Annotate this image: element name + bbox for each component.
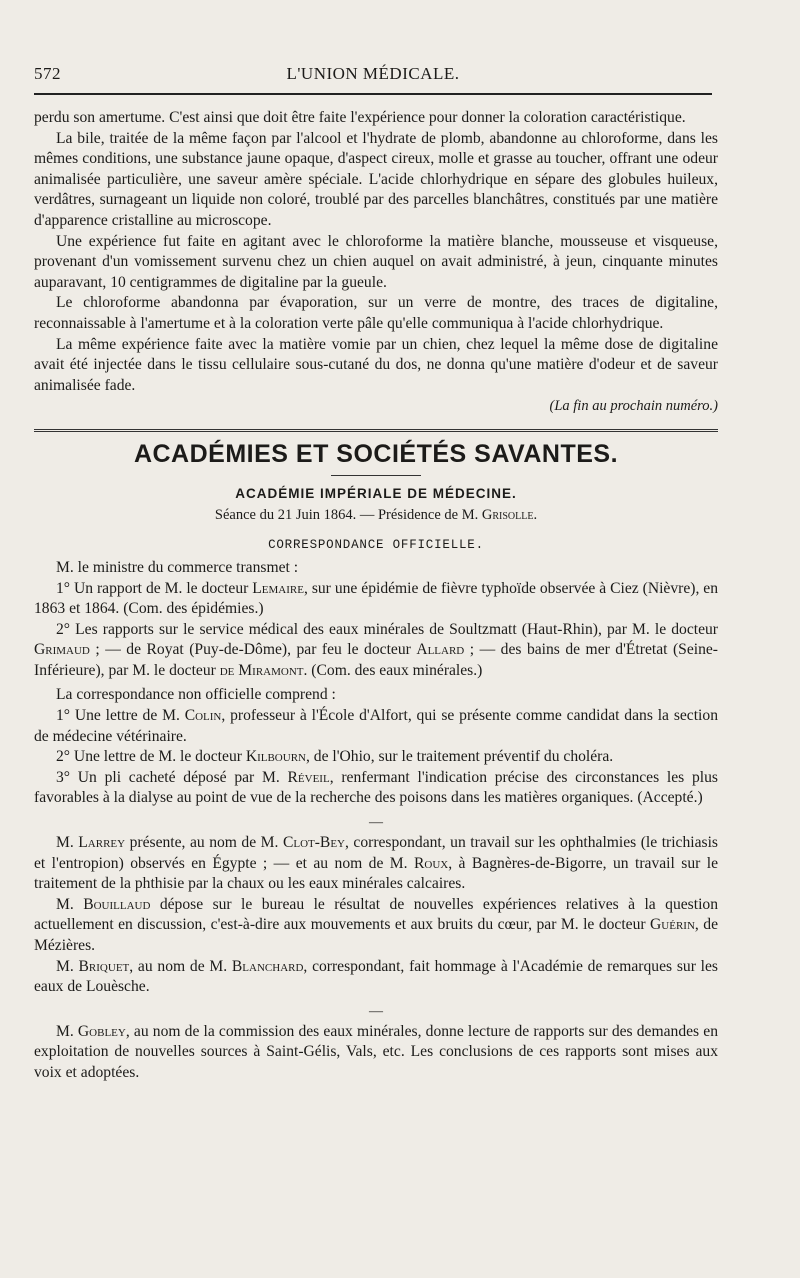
official-item-2: 2° Les rapports sur le service médical des eaux minérales de Soultzmatt (Haut-Rhin), par M. le docteur Grimaud ; — de Royat (Puy-de-Dôme), par feu le docteur Allard ; — des bains de mer d'Étretat (Seine-Inférieure), par M. le docteur de Miramont. (Com. des eaux minérales.)	[34, 620, 718, 679]
paragraph: Le chloroforme abandonna par évaporation, sur un verre de montre, des traces de digitaline, reconnaissable à l'amertume et à la coloration verte pâle qu'elle communiqua à l'acide chlorhydrique.	[34, 294, 718, 332]
seance-line: Séance du 21 Juin 1864. — Présidence de M. Grisolle.	[214, 506, 538, 523]
running-header	[34, 62, 712, 88]
paragraph: perdu son amertume. C'est ainsi que doit être faite l'expérience pour donner la coloration caractéristique.	[34, 109, 686, 126]
correspondence-heading: CORRESPONDANCE OFFICIELLE.	[268, 537, 484, 552]
gobley-paragraph: M. Gobley, au nom de la commission des eaux minérales, donne lecture de rapports sur des demandes en exploitation de nouvelles sources à Saint-Gélis, Vals, etc. Les conclusions de ces rapports sont mises aux voix et adoptées.	[34, 1022, 718, 1081]
unofficial-item-1: 1° Une lettre de M. Colin, professeur à l'École d'Alfort, qui se présente comme candidat dans la section de médecine vétérinaire.	[34, 707, 718, 745]
header-rule	[34, 93, 712, 95]
official-intro: M. le ministre du commerce transmet :	[56, 558, 299, 576]
unofficial-item-2: 2° Une lettre de M. le docteur Kilbourn, de l'Ohio, sur le traitement préventif du choléra.	[56, 748, 614, 766]
title-underline	[331, 475, 421, 476]
president-name: Grisolle	[481, 506, 534, 523]
section-title: ACADÉMIES ET SOCIÉTÉS SAVANTES.	[133, 439, 619, 468]
paragraph: La même expérience faite avec la matière vomie par un chien, chez lequel la même dose de digitaline avait été injectée dans le tissu cellulaire sous-cutané du dos, ne donna qu'une matière d'odeur et de saveur animalisée fade.	[34, 335, 718, 394]
section-divider	[34, 429, 718, 432]
separator-dash: —	[369, 1003, 383, 1019]
continued-note: (La fin au prochain numéro.)	[549, 398, 718, 415]
larrey-paragraph: M. Larrey présente, au nom de M. Clot-Bey, correspondant, un travail sur les ophthalmies (le trichiasis et l'entropion) observés en Égypte ; — et au nom de M. Roux, à Bagnères-de-Bigorre, un travail sur le traitement de la phthisie par la chaux ou les eaux minérales calcaires.	[34, 834, 718, 893]
paragraph: Une expérience fut faite en agitant avec le chloroforme la matière blanche, mousseuse et visqueuse, provenant d'un vomissement survenu chez un chien auquel on avait administré, à jeun, cinquante minutes auparavant, 10 centigrammes de digitaline par la gueule.	[34, 232, 718, 291]
journal-title: L'UNION MÉDICALE.	[286, 64, 460, 83]
page-number: 572	[34, 64, 61, 83]
separator-dash: —	[369, 815, 383, 831]
article-continuation	[34, 108, 718, 1084]
bouillaud-paragraph: M. Bouillaud dépose sur le bureau le résultat de nouvelles expériences relatives à la question actuellement en discussion, c'est-à-dire aux mouvements et aux bruits du cœur, par M. le docteur Guérin, de Mézières.	[34, 895, 719, 954]
paragraph: La bile, traitée de la même façon par l'alcool et l'hydrate de plomb, abandonne au chloroforme, dans les mêmes conditions, une substance jaune opaque, d'aspect cireux, molle et grasse au toucher, offrant une odeur animalisée particulière, une saveur amère spéciale. L'acide chlorhydrique en sépare des globules huileux, verdâtres, surnageant un liquide non coloré, troublé par des parcelles blanchâtres, constitués par une matière d'apparence cristalline au microscope.	[34, 129, 718, 229]
academy-title: ACADÉMIE IMPÉRIALE DE MÉDECINE.	[235, 485, 517, 501]
unofficial-item-3: 3° Un pli cacheté déposé par M. Réveil, renfermant l'indication précise des circonstances les plus favorables à la dialyse au point de vue de la recherche des poisons dans les matières organiques. (Accepté.)	[34, 768, 718, 807]
briquet-paragraph: M. Briquet, au nom de M. Blanchard, correspondant, fait hommage à l'Académie de remarques sur les eaux de Louèsche.	[34, 957, 718, 996]
unofficial-intro: La correspondance non officielle comprend :	[56, 686, 336, 704]
official-item-1: 1° Un rapport de M. le docteur Lemaire, sur une épidémie de fièvre typhoïde observée à Ciez (Nièvre), en 1863 et 1864. (Com. des épidémies.)	[34, 579, 719, 618]
